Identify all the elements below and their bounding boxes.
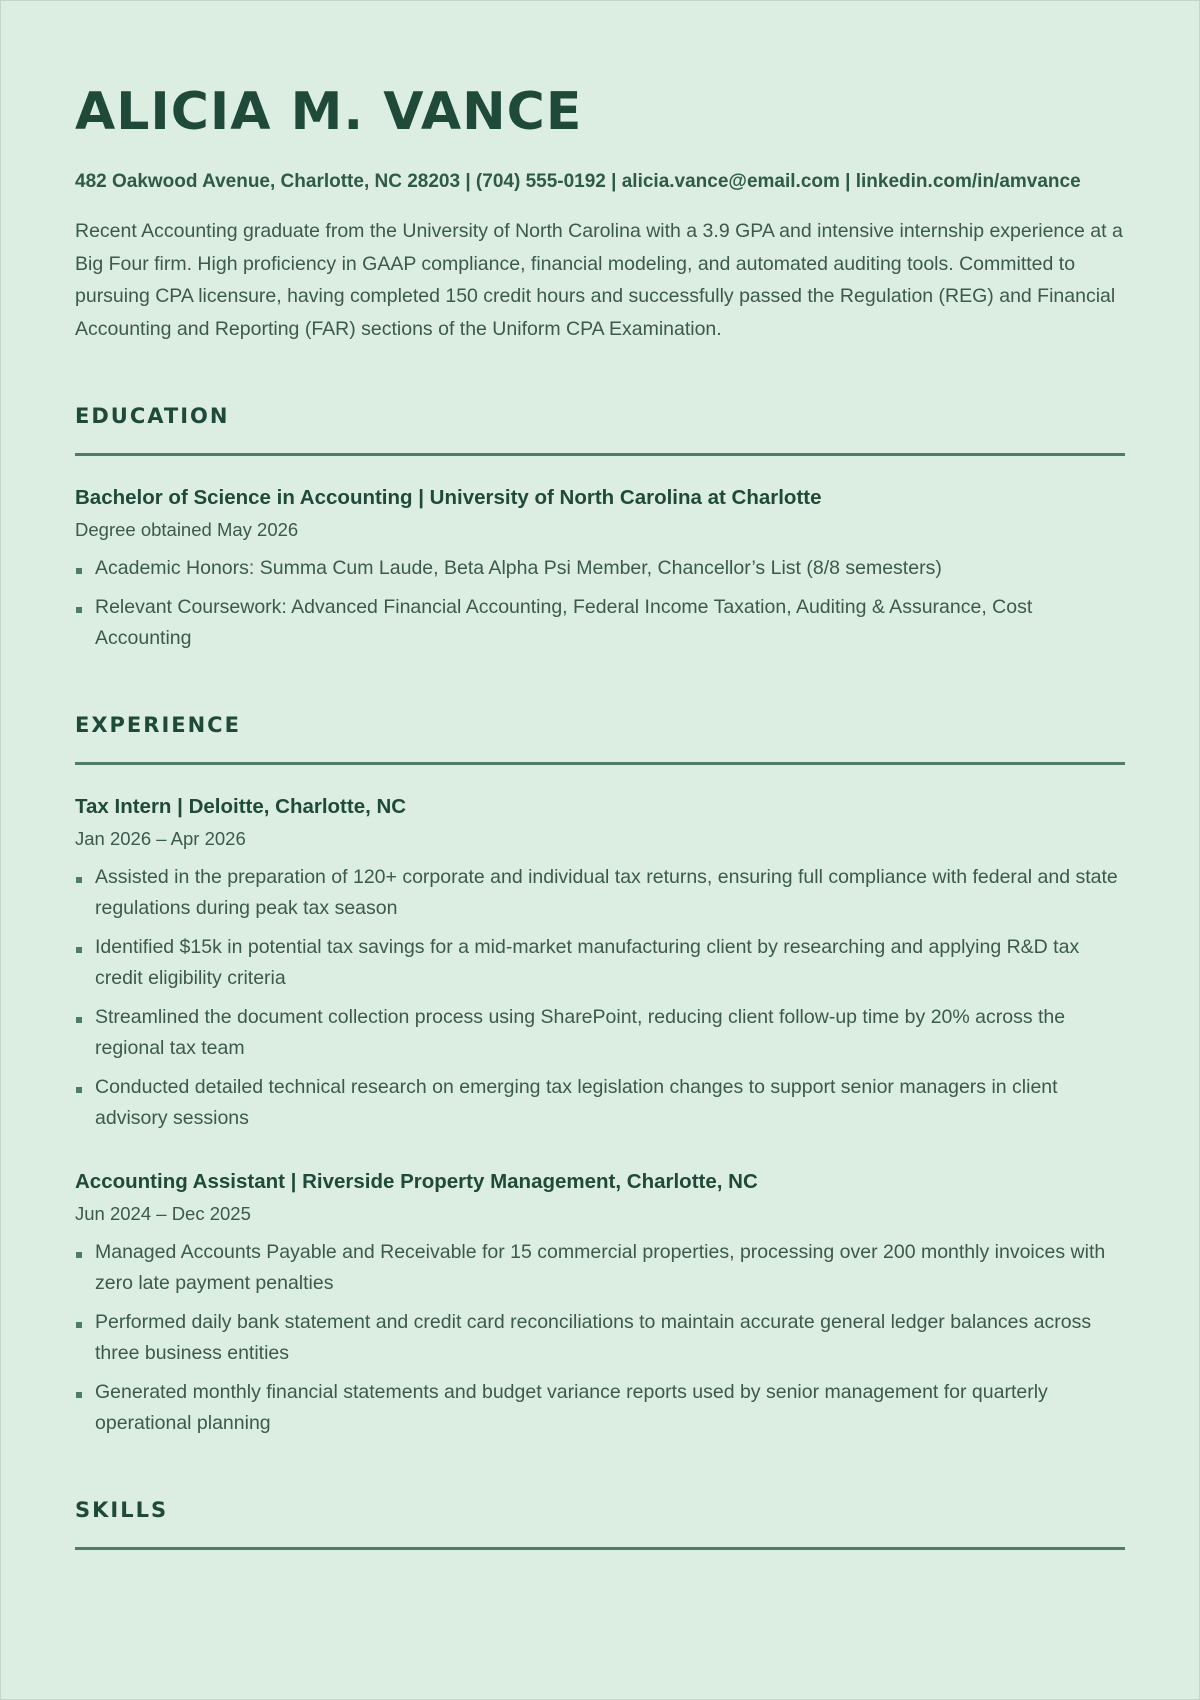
job-bullet-list (75, 862, 1125, 1134)
bullet-text: Identified $15k in potential tax savings for a mid-market manufacturing client by researching and applying R&D tax credit eligibility criteria (95, 936, 1080, 989)
bullet-item (75, 553, 1125, 584)
square-bullet-icon (76, 1087, 82, 1093)
candidate-name: ALICIA M. VANCE (75, 82, 583, 142)
education-divider (75, 453, 1125, 456)
experience-entry-deloitte (75, 793, 1125, 1134)
square-bullet-icon (76, 947, 82, 953)
education-entry (75, 484, 1125, 654)
bullet-text: Conducted detailed technical research on emerging tax legislation changes to support senior managers in client advisory sessions (95, 1076, 1058, 1129)
professional-summary: Recent Accounting graduate from the University of North Carolina with a 3.9 GPA and intensive internship experience at a Big Four firm. High proficiency in GAAP compliance, financial modeling, and automated auditing tools. Committed to pursuing CPA licensure, having completed 150 credit hours and successfully passed the Regulation (REG) and Financial Accounting and Reporting (FAR) sections of the Uniform CPA Examination. (75, 220, 1123, 340)
experience-entry-riverside (75, 1168, 1125, 1439)
bullet-item (75, 592, 1125, 654)
experience-divider (75, 762, 1125, 765)
bullet-item (75, 1002, 1125, 1064)
contact-info: 482 Oakwood Avenue, Charlotte, NC 28203 | (704) 555-0192 | alicia.vance@email.com | linkedin.com/in/amvance (75, 171, 1081, 192)
degree-date: Degree obtained May 2026 (75, 519, 299, 540)
square-bullet-icon (76, 607, 82, 613)
bullet-text: Academic Honors: Summa Cum Laude, Beta Alpha Psi Member, Chancellor’s List (8/8 semesters) (95, 557, 942, 579)
job-dates: Jan 2026 – Apr 2026 (75, 828, 246, 849)
bullet-item (75, 1377, 1125, 1439)
square-bullet-icon (76, 1322, 82, 1328)
bullet-text: Relevant Coursework: Advanced Financial Accounting, Federal Income Taxation, Auditing & Assurance, Cost Accounting (95, 596, 1033, 649)
skills-heading: SKILLS (75, 1498, 169, 1522)
education-heading: EDUCATION (75, 404, 230, 428)
bullet-text: Streamlined the document collection process using SharePoint, reducing client follow-up time by 20% across the regional tax team (95, 1006, 1066, 1059)
bullet-item (75, 1307, 1125, 1369)
square-bullet-icon (76, 1017, 82, 1023)
skills-divider (75, 1547, 1125, 1550)
bullet-item (75, 862, 1125, 924)
experience-heading: EXPERIENCE (75, 713, 241, 737)
bullet-item (75, 932, 1125, 994)
bullet-text: Assisted in the preparation of 120+ corporate and individual tax returns, ensuring full compliance with federal and state regulations during peak tax season (95, 866, 1118, 919)
square-bullet-icon (76, 877, 82, 883)
square-bullet-icon (76, 1392, 82, 1398)
bullet-item (75, 1072, 1125, 1134)
job-title: Tax Intern | Deloitte, Charlotte, NC (75, 795, 407, 818)
education-bullet-list (75, 553, 1125, 654)
bullet-text: Managed Accounts Payable and Receivable for 15 commercial properties, processing over 200 monthly invoices with zero late payment penalties (95, 1241, 1106, 1294)
job-title: Accounting Assistant | Riverside Property Management, Charlotte, NC (75, 1170, 758, 1193)
square-bullet-icon (76, 568, 82, 574)
bullet-item (75, 1237, 1125, 1299)
square-bullet-icon (76, 1252, 82, 1258)
job-dates: Jun 2024 – Dec 2025 (75, 1203, 251, 1224)
job-bullet-list (75, 1237, 1125, 1439)
degree-title: Bachelor of Science in Accounting | University of North Carolina at Charlotte (75, 486, 822, 509)
bullet-text: Performed daily bank statement and credit card reconciliations to maintain accurate general ledger balances across three business entities (95, 1311, 1092, 1364)
bullet-text: Generated monthly financial statements and budget variance reports used by senior management for quarterly operational planning (95, 1381, 1048, 1434)
